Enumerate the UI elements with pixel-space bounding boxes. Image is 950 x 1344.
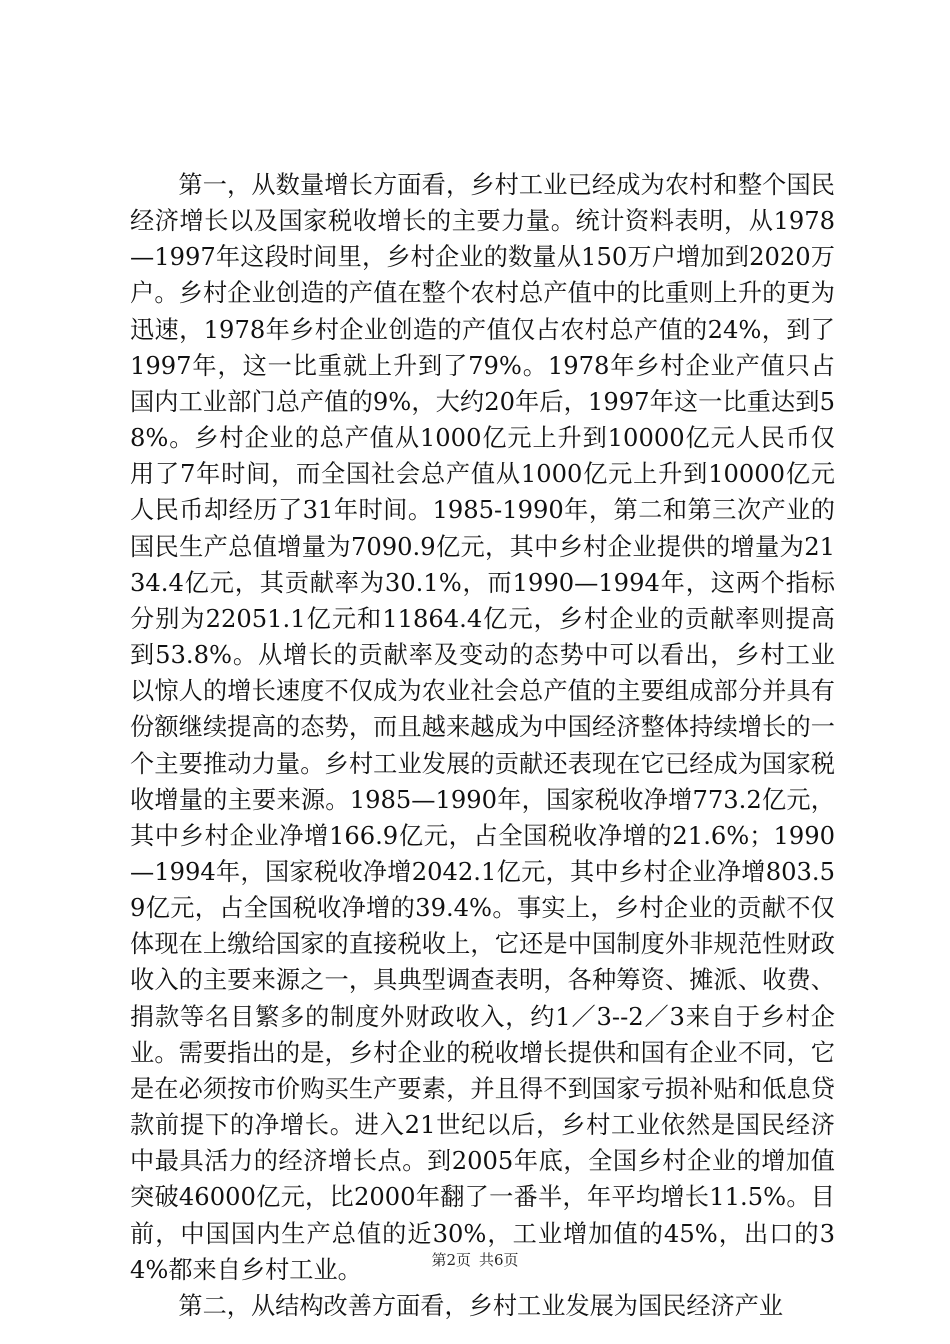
paragraph-1: 第一，从数量增长方面看，乡村工业已经成为农村和整个国民经济增长以及国家税收增长的主要力量。统计资料表明，从1978—1997年这段时间里，乡村企业的数量从150万户增加到2020万户。乡村企业创造的产值在整个农村总产值中的比重则上升的更为迅速，1978年乡村企业创造的产值仅占农村总产值的24%，到了1997年，这一比重就上升到了79%。1978年乡村企业产值只占国内工业部门总产值的9%，大约20年后，1997年这一比重达到58%。乡村企业的总产值从1000亿元上升到10000亿元人民币仅用了7年时间，而全国社会总产值从1000亿元上升到10000亿元人民币却经历了31年时间。1985-1990年，第二和第三次产业的国民生产总值增量为7090.9亿元，其中乡村企业提供的增量为2134.4亿元，其贡献率为30.1%，而1990—1994年，这两个指标分别为22051.1亿元和11864.4亿元，乡村企业的贡献率则提高到53.8%。从增长的贡献率及变动的态势中可以看出，乡村工业以惊人的增长速度不仅成为农业社会总产值的主要组成部分并具有份额继续提高的态势，而且越来越成为中国经济整体持续增长的一个主要推动力量。乡村工业发展的贡献还表现在它已经成为国家税收增量的主要来源。1985—1990年，国家税收净增773.2亿元，其中乡村企业净增166.9亿元，占全国税收净增的21.6%；1990—1994年，国家税收净增2042.1亿元，其中乡村企业净增803.59亿元，占全国税收净增的39.4%。事实上，乡村企业的贡献不仅体现在上缴给国家的直接税收上，它还是中国制度外非规范性财政收入的主要来源之一，具典型调查表明，各种筹资、摊派、收费、捐款等名目繁多的制度外财政收入，约1／3--2／3来自于乡村企业。需要指出的是，乡村企业的税收增长提供和国有企业不同，它是在必须按市价购买生产要素，并且得不到国家亏损补贴和低息贷款前提下的净增长。进入21世纪以后，乡村工业依然是国民经济中最具活力的经济增长点。到2005年底，全国乡村企业的增加值突破46000亿元，比2000年翻了一番半，年平均增长11.5%。目前，中国国内生产总值的近30%，工业增加值的45%，出口的34%都来自乡村工业。: [130, 171, 835, 1284]
body-text: [130, 167, 835, 1324]
paragraph-2: 第二，从结构改善方面看，乡村工业发展为国民经济产业: [178, 1291, 784, 1320]
page-footer: [0, 1250, 950, 1270]
page-total: 共6页: [479, 1251, 519, 1269]
page-number: 第2页: [431, 1251, 471, 1269]
